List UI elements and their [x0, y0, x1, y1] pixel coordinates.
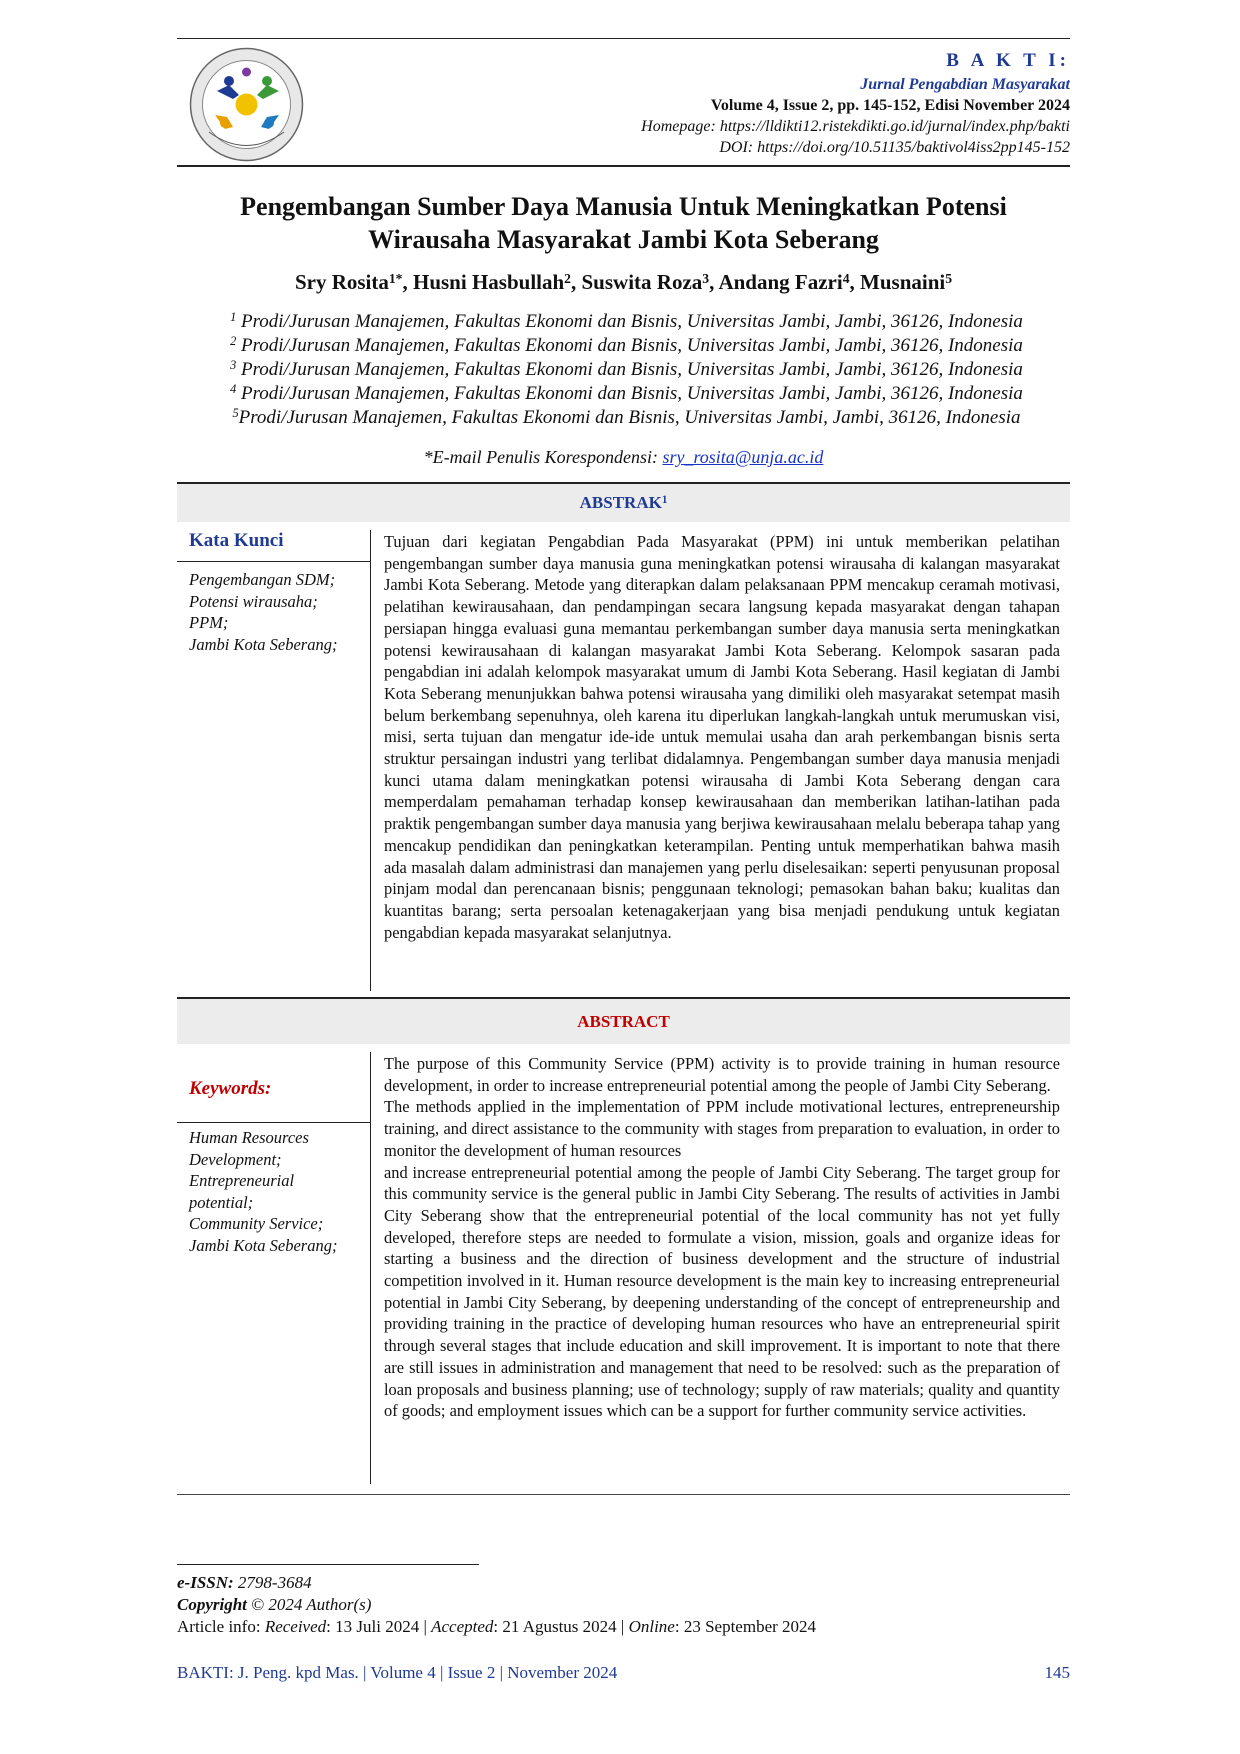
email-label: *E-mail Penulis Korespondensi: — [423, 447, 663, 467]
keyword: Potensi wirausaha; — [189, 591, 318, 611]
abstrak-heading-sup: 1 — [661, 494, 668, 507]
author-list — [177, 270, 1070, 295]
abstract-paragraph: and increase entrepreneurial potential among the people of Jambi City Seberang. The target group for this community service is the general public in Jambi City Seberang. The results of activities in Jambi City Seberang show that the entrepreneurial potential of the local community has not yet fully developed, therefore steps are needed to formulate a vision, mission, goals and organize ideas for starting a business and the direction of business development and the structure of industrial competition involved in it. Human resource development is the main key to increasing entrepreneurial potential in Jambi City Seberang, by deepening understanding of the concept of entrepreneurship and providing training in the practice of developing human resources who have an entrepreneurial spirit through several stages that include education and skill improvement. It is important to note that there are still issues in administration and management that need to be resolved: such as the preparation of loan proposals and business planning; use of technology; supply of raw materials; quality and quantity of goods; and employment issues which can be a support for further community service activities. — [384, 1162, 1060, 1421]
header-rule — [177, 165, 1070, 167]
affiliation-num: 4 — [230, 382, 237, 397]
affiliation-num: 1 — [230, 310, 237, 325]
abstract-text — [384, 1053, 1060, 1422]
accepted-label: Accepted — [431, 1617, 494, 1636]
article-info-prefix: Article info: — [177, 1617, 265, 1636]
affiliation-text: Prodi/Jurusan Manajemen, Fakultas Ekonomi dan Bisnis, Universitas Jambi, Jambi, 36126, Indonesia — [241, 335, 1023, 356]
keywords-rule — [177, 1122, 370, 1123]
abstrak-text — [384, 531, 1060, 943]
author-sep: , — [571, 270, 582, 294]
author: Suswita Roza — [581, 270, 703, 294]
issn-label: e-ISSN: — [177, 1573, 234, 1592]
abstrak-heading-text: ABSTRAK — [579, 493, 662, 512]
author: Sry Rosita — [294, 270, 389, 294]
author: Musnaini — [860, 270, 946, 294]
footnote-rule — [177, 1564, 479, 1565]
kata-kunci-list — [189, 569, 364, 655]
issn-value: 2798-3684 — [233, 1573, 312, 1592]
affiliation — [183, 382, 1070, 406]
title-line-1: Pengembangan Sumber Daya Manusia Untuk Meningkatkan Potensi — [240, 192, 1007, 221]
affiliation-text: Prodi/Jurusan Manajemen, Fakultas Ekonomi dan Bisnis, Universitas Jambi, Jambi, 36126, Indonesia — [238, 407, 1021, 428]
affiliation-num: 5 — [232, 406, 239, 421]
affiliation-list — [183, 310, 1070, 430]
kata-kunci-rule — [177, 561, 370, 562]
doi-link[interactable]: DOI: https://doi.org/10.51135/baktivol4iss2pp145-152 — [719, 139, 1070, 156]
author-sup: 2 — [564, 270, 571, 286]
footer-citation: BAKTI: J. Peng. kpd Mas. | Volume 4 | Issue 2 | November 2024 — [177, 1663, 618, 1682]
author-sup: 1* — [388, 270, 403, 286]
keyword: Human Resources — [189, 1128, 309, 1147]
affiliation-num: 3 — [230, 358, 237, 373]
copyright-label: Copyright — [177, 1595, 247, 1614]
keyword: Entrepreneurial — [189, 1171, 295, 1190]
author-sup: 4 — [842, 270, 850, 286]
email-link[interactable]: sry_rosita@unja.ac.id — [662, 447, 824, 467]
abstract-heading: ABSTRACT — [177, 999, 1070, 1044]
copyright-line — [177, 1594, 371, 1616]
author: Andang Fazri — [718, 270, 843, 294]
keywords-list — [189, 1127, 364, 1256]
article-info — [177, 1616, 816, 1638]
abstract-column-divider — [370, 1052, 371, 1484]
affiliation-text: Prodi/Jurusan Manajemen, Fakultas Ekonomi dan Bisnis, Universitas Jambi, Jambi, 36126, Indonesia — [241, 311, 1023, 332]
keyword: Jambi Kota Seberang; — [189, 1235, 338, 1255]
affiliation-text: Prodi/Jurusan Manajemen, Fakultas Ekonomi dan Bisnis, Universitas Jambi, Jambi, 36126, Indonesia — [241, 383, 1023, 404]
keyword: Community Service; — [189, 1214, 324, 1233]
title-line-2: Wirausaha Masyarakat Jambi Kota Seberang — [368, 225, 879, 254]
online-date: : 23 September 2024 — [674, 1617, 817, 1636]
abstract-bottom-rule — [177, 1494, 1070, 1495]
top-rule — [177, 38, 1070, 39]
abstract-paragraph: The methods applied in the implementation of PPM include motivational lectures, entrepreneurship training, and direct assistance to the community with stages from preparation to evaluation, in order to monitor the development of human resources — [384, 1097, 1060, 1160]
abstract-paragraph: The purpose of this Community Service (PPM) activity is to provide training in human resource development, in order to increase entrepreneurial potential among the people of Jambi City Seberang. — [384, 1054, 1060, 1095]
abstrak-heading — [177, 484, 1070, 522]
issn-line — [177, 1572, 312, 1594]
keyword: PPM; — [189, 613, 229, 632]
accepted-date: : 21 Agustus 2024 | — [493, 1617, 629, 1636]
kata-kunci-title: Kata Kunci — [189, 530, 284, 551]
affiliation — [183, 406, 1070, 430]
online-label: Online — [628, 1617, 675, 1636]
author-sup: 3 — [702, 270, 710, 286]
affiliation-text: Prodi/Jurusan Manajemen, Fakultas Ekonomi dan Bisnis, Universitas Jambi, Jambi, 36126, Indonesia — [241, 359, 1023, 380]
author: Husni Hasbullah — [413, 270, 565, 294]
affiliation-num: 2 — [230, 334, 237, 349]
page-number: 145 — [1044, 1663, 1070, 1682]
correspondence-email — [177, 447, 1070, 468]
keyword: Jambi Kota Seberang; — [189, 634, 338, 654]
keyword: potential; — [189, 1192, 254, 1212]
volume-info: Volume 4, Issue 2, pp. 145-152, Edisi November 2024 — [710, 97, 1070, 114]
received-label: Received — [264, 1617, 327, 1636]
author-sup: 5 — [945, 270, 953, 286]
author-sep: , — [709, 270, 719, 294]
author-sep: , — [402, 270, 413, 294]
abstrak-column-divider — [370, 530, 371, 991]
keyword: Pengembangan SDM; — [189, 570, 336, 589]
journal-logo-icon — [189, 47, 304, 162]
homepage-link[interactable]: Homepage: https://lldikti12.ristekdikti.go.id/jurnal/index.php/bakti — [641, 118, 1070, 135]
journal-logo — [189, 47, 304, 162]
keywords-title: Keywords: — [189, 1078, 272, 1099]
keyword: Development; — [189, 1149, 282, 1169]
affiliation — [183, 334, 1070, 358]
journal-subtitle: Jurnal Pengabdian Masyarakat — [860, 76, 1070, 93]
paper-title — [177, 190, 1070, 256]
received-date: : 13 Juli 2024 | — [326, 1617, 432, 1636]
affiliation — [183, 310, 1070, 334]
copyright-value: © 2024 Author(s) — [246, 1595, 372, 1614]
author-sep: , — [849, 270, 861, 294]
affiliation — [183, 358, 1070, 382]
journal-name: B A K T I: — [946, 50, 1070, 71]
abstrak-paragraph: Tujuan dari kegiatan Pengabdian Pada Masyarakat (PPM) ini untuk memberikan pelatihan pengembangan sumber daya manusia guna meningkatkan potensi wirausaha di kalangan masyarakat Jambi Kota Seberang. Metode yang diterapkan dalam pelaksanaan PPM mencakup ceramah motivasi, pelatihan kewirausahaan, dan pendampingan secara langsung kepada masyarakat dengan tahapan persiapan hingga evaluasi guna memantau perkembangan sumber daya manusia serta meningkatkan potensi kewirausahaan di kalangan masyarakat Jambi Kota Seberang. Kelompok sasaran pada pengabdian ini adalah kelompok masyarakat umum di Jambi Kota Seberang. Hasil kegiatan di Jambi Kota Seberang menunjukkan bahwa potensi wirausaha yang dimiliki oleh masyarakat setempat masih belum berkembang sepenuhnya, oleh karena itu diperlukan langkah-langkah untuk merumuskan visi, misi, serta tujuan dan mengatur ide-ide untuk memulai usaha dan arah perkembangan bisnis serta struktur persaingan industri yang terlibat didalamnya. Pengembangan sumber daya manusia menjadi kunci utama dalam meningkatkan potensi wirausaha di Jambi Kota Seberang dengan cara memperdalam pemahaman terhadap konsep kewirausahaan dan memberikan latihan-latihan pada praktik pengembangan sumber daya manusia yang berjiwa kewirausahaan melalu beberapa tahap yang mencakup pendidikan dan peningkatkan keterampilan. Penting untuk memperhatikan bahwa masih ada masalah dalam administrasi dan manajemen yang perlu diselesaikan: seperti penyusunan proposal pinjam modal dan perencanaan bisnis; penggunaan teknologi; pemasokan bahan baku; kualitas dan kuantitas barang; serta persoalan ketenagakerjaan yang bisa menjadi pendukung untuk kegiatan pengabdian kepada masyarakat selanjutnya. — [384, 532, 1060, 942]
